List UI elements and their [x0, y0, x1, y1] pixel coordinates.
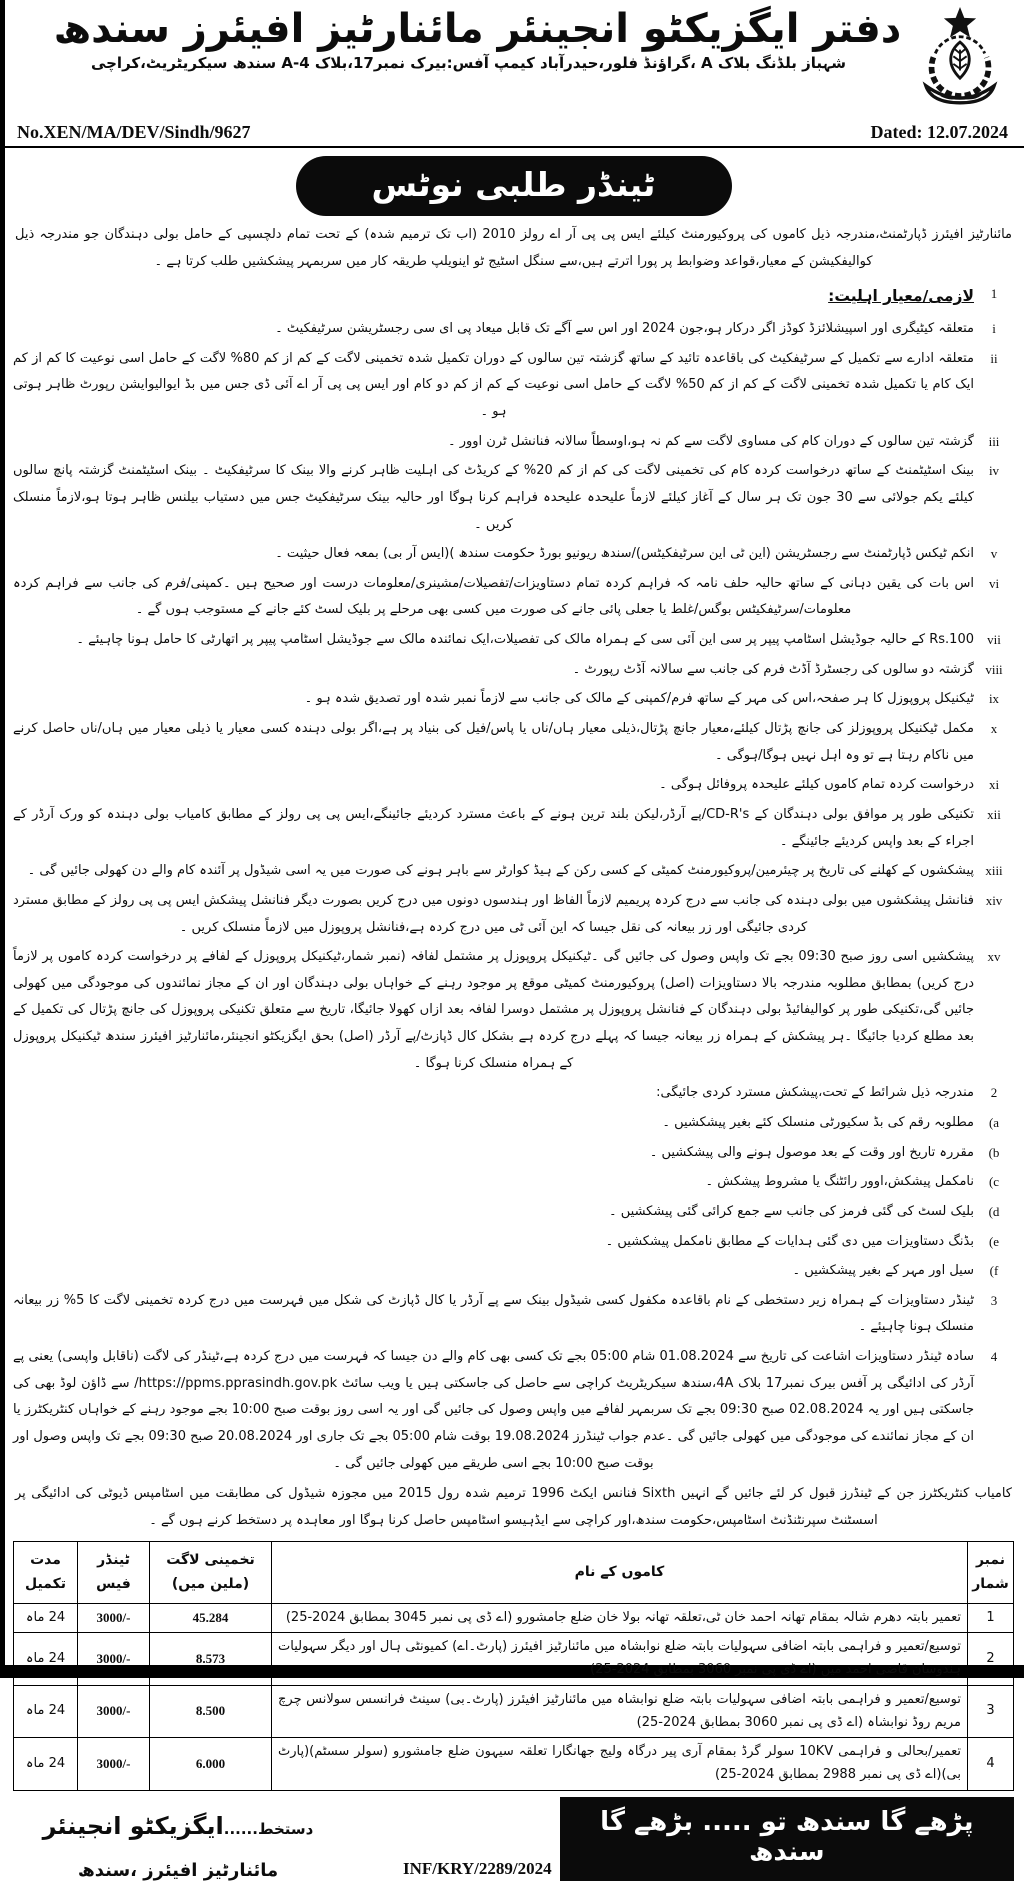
serial-cell: 3	[968, 1685, 1014, 1738]
item-text: انکم ٹیکس ڈپارٹمنٹ سے رجسٹریشن (این ٹی این سرٹیفکیٹس)/سندھ ریونیو بورڈ حکومت سندھ )(ایس آر بی) بمعہ فعال حیثیت ۔	[275, 546, 974, 562]
table-row	[14, 1685, 1014, 1738]
criterion-item	[13, 716, 1014, 769]
criterion-item	[13, 316, 1014, 343]
tender-notice-document	[5, 0, 1024, 1881]
criterion-item	[13, 429, 1014, 456]
item-text: تکنیکی طور پر موافق بولی دہندگان کے CD-R's/پے آرڈر،لیکن بلند ترین ہونے کے باعث مسترد کردیئے جائینگے،ایس پی پی رولز کے مطابق کامیاب بولی دہندہ کو ورک آرڈر کے اجراء کے بعد واپس کردیئے جائینگے ۔	[13, 806, 974, 849]
cost-cell: 6.000	[150, 1738, 272, 1791]
fee-cell: 3000/-	[78, 1738, 150, 1791]
item-marker: ix	[988, 691, 1000, 707]
criterion-item	[13, 686, 1014, 713]
works-table	[13, 1541, 1014, 1791]
table-row	[14, 1603, 1014, 1633]
criterion-item	[13, 346, 1014, 426]
item-text: پیشکشیں اسی روز صبح 09:30 بجے تک واپس وصول کی جائیں گی ۔ٹیکنیکل پروپوزل پر مشتمل لفافہ (نمبر شمار،ٹیکنیکل پروپوزل کے لفافے پر درخواست کردہ کاموں پر لازماً درج کریں) بمطابق مطلوبہ مندرجہ بالا دستاویزات (اصل) پروکیورمنٹ کمیٹی موقع پر موجود رہنے کے خواہاں بولی دہندگان اور ان کے مجاز نمائندوں کی موجودگی میں کھولی جائیں گی،تکنیکی طور پر کوالیفائیڈ بولی دہندگان کے فنانشل پروپوزل پر مشتمل دوسرا لفافہ بعد ازاں کھولا جائیگا، تاریخ سے متعلق تکنیکی پروپوزل کی جانچ پڑتال کی تکمیل کے بعد مطلع کردیا جائیگا ۔ہر پیشکش کے ہمراہ زر بیعانہ جیسا کہ پہلے درج کردہ ہے بشکل کال ڈپازٹ/پے آرڈر (اصل) بحق ایگزیکٹو انجینئر،مائنارٹیز افیئرز سندھ ٹیکنیکل پروپوزل کے ہمراہ منسلک کرنا ہوگا ۔	[13, 949, 974, 1071]
rejection-item	[13, 1258, 1014, 1285]
reference-number: No.XEN/MA/DEV/Sindh/9627	[17, 122, 251, 142]
item-marker: v	[990, 546, 998, 562]
item-text: مطلوبہ رقم کی بڈ سکیورٹی منسلک کئے بغیر پیشکشیں ۔	[662, 1114, 974, 1130]
item-marker: viii	[985, 661, 1003, 677]
item-marker: ii	[990, 350, 998, 366]
cost-cell: 45.284	[150, 1603, 272, 1633]
header-work-name: کاموں کے نام	[272, 1541, 968, 1603]
table-row	[14, 1738, 1014, 1791]
item-marker: 2	[990, 1085, 998, 1101]
item-text: درخواست کردہ تمام کاموں کیلئے علیحدہ پروفائل ہوگی ۔	[659, 777, 974, 793]
header-completion-period: مدت تکمیل	[14, 1541, 78, 1603]
header-serial: نمبر شمار	[968, 1541, 1014, 1603]
criterion-item	[13, 944, 1014, 1077]
item-marker: vii	[987, 632, 1001, 648]
document-date: Dated: 12.07.2024	[870, 122, 1008, 142]
item-text: اس بات کی یقین دہانی کے ساتھ حالیہ حلف نامہ کہ فراہم کردہ تمام دستاویزات/تفصیلات/مشینری/معلومات درست اور صحیح ہیں ۔کمپنی/فرم کی جانب سے فراہم کردہ معلومات/سرٹیفکیٹس بوگس/غلط یا جعلی پائی جانے کی صورت میں کسی بھی مرحلے پر بلیک لسٹ کئے جانے کے مستوجب ہوں گے ۔	[13, 575, 974, 618]
document-footer	[13, 1797, 1014, 1881]
item-marker: vi	[988, 575, 1000, 591]
sindh-government-emblem-icon	[912, 6, 1008, 118]
rejection-item	[13, 1229, 1014, 1256]
item-text: ٹینڈر دستاویزات کے ہمراہ زیر دستخطی کے نام باقاعدہ مکفول کسی شیڈول بینک سے پے آرڈر یا کال ڈپازٹ کی شکل میں فہرست میں درج کردہ تخمینی لاگت کا 5% زر بیعانہ منسلک ہونا چاہیئے ۔	[13, 1292, 974, 1335]
period-cell: 24 ماہ	[14, 1738, 78, 1791]
serial-cell: 2	[968, 1633, 1014, 1686]
reference-row	[13, 122, 1014, 146]
work-name-cell: توسیع/تعمیر و فراہمی بابتہ اضافی سہولیات بابتہ ضلع نوابشاہ میں مائنارٹیز افیئرز (پارٹ۔بی) سینٹ فرانسس سولانس چرچ مریم روڈ نوابشاہ (اے ڈی پی نمبر 3060 بمطابق 2024-25)	[272, 1685, 968, 1738]
item-text: گزشتہ دو سالوں کی رجسٹرڈ آڈٹ فرم کی جانب سے سالانہ آڈٹ رپورٹ ۔	[572, 661, 974, 677]
item-marker: 1	[990, 286, 998, 302]
fee-cell: 3000/-	[78, 1633, 150, 1686]
rejection-item	[13, 1110, 1014, 1137]
criterion-item	[13, 458, 1014, 538]
item-marker: xiv	[985, 892, 1003, 908]
item-marker: iii	[988, 433, 1000, 449]
item-marker: 4	[990, 1349, 998, 1365]
table-header-row	[14, 1541, 1014, 1603]
tender-notice-banner: ٹینڈر طلبی نوٹس	[296, 156, 732, 216]
office-title: دفتر ایگزیکٹو انجینئر مائنارٹیز افیئرز سندھ	[53, 6, 902, 52]
item-marker: x	[990, 721, 998, 737]
rejection-item	[13, 1199, 1014, 1226]
document-header	[13, 4, 1014, 122]
table-row	[14, 1633, 1014, 1686]
cost-cell: 8.573	[150, 1633, 272, 1686]
cost-cell: 8.500	[150, 1685, 272, 1738]
item-text: بینک اسٹیٹمنٹ کے ساتھ درخواست کردہ کام کی تخمینی لاگت کی کم از کم 20% کے کریڈٹ کی اہلیت ظاہر کرنے والا بینک کا سرٹیفکیٹ ۔ بینک اسٹیٹمنٹ گزشتہ پانچ سالوں کیلئے یکم جولائی سے 30 جون تک ہر سال کے آغاز کیلئے لازماً علیحدہ علیحدہ فراہم کرنا ہوگا اور حالیہ بینک سرٹیفکیٹ جس میں دستیاب بیلنس ظاہر ہوتا ہو،لازماً منسلک کریں ۔	[13, 463, 975, 532]
criterion-item	[13, 571, 1014, 624]
clause-item	[13, 1344, 1014, 1477]
criterion-item	[13, 657, 1014, 684]
signatory-title: ایگزیکٹو انجینئر	[42, 1811, 224, 1840]
work-name-cell: توسیع/تعمیر و فراہمی بابتہ اضافی سہولیات بابتہ ضلع نوابشاہ میں مائنارٹیز افیئرز (پارٹ۔اے) کمیونٹی ہال اور دیگر سہولیات ہندوسان قاضی احمد میں (اے ڈی پی نمبر 3060 بمطابق 2024-25)	[272, 1633, 968, 1686]
header-tender-fee: ٹینڈر فیس	[78, 1541, 150, 1603]
period-cell: 24 ماہ	[14, 1633, 78, 1686]
item-text: گزشتہ تین سالوں کے دوران کام کی مساوی لاگت سے کم نہ ہو،اوسطاً سالانہ فنانشل ٹرن اوور ۔	[447, 433, 974, 449]
intro-paragraph: مائنارٹیز افیئرز ڈپارٹمنٹ،مندرجہ ذیل کاموں کی پروکیورمنٹ کیلئے ایس پی پی آر اے رولز 2010 (اب تک ترمیم شدہ) کے تحت تمام دلچسپی کے حامل بولی دہندگان جو مندرجہ ذیل کوالیفکیشن کے معیار،قواعد وضوابط پر پورا اترتے ہیں،سے سنگل اسٹیج ٹو اینویلپ طریقہ کار میں سربمہر پیشکشیں طلب کرتا ہے ۔	[15, 227, 1012, 269]
rejection-item	[13, 1140, 1014, 1167]
item-text: متعلقہ کیٹیگری اور اسپیشلائزڈ کوڈز اگر درکار ہو،جون 2024 اور اس سے آگے تک قابل میعاد پی ای سی رجسٹریشن سرٹیفکیٹ ۔	[275, 321, 974, 337]
item-marker: (b	[988, 1144, 1000, 1160]
item-text: ٹیکنیکل پروپوزل کا ہر صفحہ،اس کی مہر کے ساتھ فرم/کمپنی کے مالک کی جانب سے لازماً نمبر شدہ اور تصدیق شدہ ہو ۔	[304, 691, 974, 707]
item-text: بلیک لسٹ کی گئی فرمز کی جانب سے جمع کرائی گئی پیشکشیں ۔	[609, 1203, 974, 1219]
criterion-item	[13, 802, 1014, 855]
eligibility-heading-row	[13, 281, 1014, 313]
item-text: سیل اور مہر کے بغیر پیشکشیں ۔	[792, 1263, 974, 1279]
period-cell: 24 ماہ	[14, 1685, 78, 1738]
period-cell: 24 ماہ	[14, 1603, 78, 1633]
criterion-item	[13, 772, 1014, 799]
item-marker: (f	[989, 1263, 999, 1279]
office-address: شہباز بلڈنگ بلاک A ،گراؤنڈ فلور،حیدرآباد کیمپ آفس:بیرک نمبر17،بلاک A-4 سندھ سیکریٹریٹ،کراچی	[90, 54, 847, 72]
criterion-item	[13, 888, 1014, 941]
item-text: نامکمل پیشکش،اوور رائٹنگ یا مشروط پیشکش ۔	[705, 1174, 974, 1190]
item-marker: xii	[987, 806, 1001, 822]
serial-cell: 4	[968, 1738, 1014, 1791]
criterion-item	[13, 858, 1014, 885]
slogan-banner: پڑھے گا سندھ تو ..... بڑھے گا سندھ	[560, 1797, 1014, 1881]
closing-paragraph: کامیاب کنٹریکٹرز جن کے ٹینڈرز قبول کر لئے جائیں گے انہیں Sixth فنانس ایکٹ 1996 ترمیم شدہ رول 2015 میں مجوزہ شیڈول کی مطابقت میں اسٹامپس ڈیوٹی کی ادائیگی پر اسسٹنٹ سپرنٹنڈنٹ اسٹامپس،حکومت سندھ،اور کراچی سے ایڈہیسو اسٹامپس حاصل کرنا ہوگا اور معاہدہ پر دستخط کرنے ہوں گے ۔	[15, 1486, 1012, 1528]
item-text: فنانشل پیشکشوں میں بولی دہندہ کی جانب سے درج کردہ پریمیم لازماً الفاظ اور ہندسوں دونوں میں درج کریں بصورت دیگر فنانشل پیشکش ایس پی پی رولز کے مطابق مسترد کردی جائیگی اور زر بیعانہ کی نقل جیسا کہ این آئی ٹی میں درج کردہ ہے،فنانشل پروپوزل میں لازماً منسلک کریں ۔	[13, 892, 974, 935]
item-text: بڈنگ دستاویزات میں دی گئی ہدایات کے مطابق نامکمل پیشکشیں ۔	[605, 1233, 974, 1249]
item-marker: iv	[988, 463, 1000, 479]
rejection-heading: مندرجہ ذیل شرائط کے تحت،پیشکش مسترد کردی جائیگی:	[656, 1085, 974, 1101]
item-marker: xi	[988, 777, 1000, 793]
item-marker: 3	[990, 1292, 998, 1308]
clause-item	[13, 1288, 1014, 1341]
item-text: مقررہ تاریخ اور وقت کے بعد موصول ہونے والی پیشکشیں ۔	[649, 1144, 974, 1160]
item-text: Rs.100 کے حالیہ جوڈیشل اسٹامپ پیپر پر سی این آئی سی کے ہمراہ مالک کی تفصیلات،ایک نمائندہ مالک سے جوڈیشل اسٹامپ پیپر پر اتھارٹی کا حامل ہونا چاہیئے ۔	[76, 632, 974, 648]
item-marker: i	[992, 321, 996, 337]
item-marker: (c	[988, 1174, 1000, 1190]
item-text: متعلقہ ادارے سے تکمیل کے سرٹیفکیٹ کی باقاعدہ تائید کے ساتھ گزشتہ تین سالوں کے دوران تکمیل شدہ تخمینی لاگت کے کم از کم 80% لاگت کے حامل اسی نوعیت کا کم از کم ایک کام یا تکمیل شدہ تخمینی لاگت کے کم از کم 50% لاگت کے حامل اسی نوعیت کے کم از کم دو کام اور ایس پی پی آر اے آئی ڈی جس میں بڈ ایوالیوایشن رپورٹ ظاہر ہوتی ہو ۔	[13, 350, 975, 419]
item-marker: xiii	[985, 863, 1003, 879]
item-marker: (e	[988, 1233, 1000, 1249]
item-marker: xv	[987, 949, 1001, 965]
criterion-item	[13, 541, 1014, 568]
fee-cell: 3000/-	[78, 1685, 150, 1738]
signatory-department: مائنارٹیز افیئرز ،سندھ	[77, 1859, 279, 1881]
signature-block	[13, 1812, 383, 1881]
serial-cell: 1	[968, 1603, 1014, 1633]
item-marker: (a	[988, 1114, 1000, 1130]
item-text: پیشکشوں کے کھلنے کی تاریخ پر چیئرمین/پروکیورمنٹ کمیٹی کے کسی رکن کے ہیڈ کوارٹر سے باہر ہونے کی صورت میں یہ اسی شیڈول پر آئندہ کام والے دن کھولی جائیں گی ۔	[27, 863, 974, 879]
work-name-cell: تعمیر بابتہ دھرم شالہ بمقام تھانہ احمد خان ٹی،تعلقہ تھانہ بولا خان ضلع جامشورو (اے ڈی پی نمبر 3045 بمطابق 2024-25)	[272, 1603, 968, 1633]
rejection-heading-row	[13, 1080, 1014, 1107]
header-estimated-cost: تخمینی لاگت (ملین میں)	[150, 1541, 272, 1603]
signature-line	[13, 1812, 343, 1840]
work-name-cell: تعمیر/بحالی و فراہمی 10KV سولر گرڈ بمقام آری پیر درگاہ ولیج جھانگارا تعلقہ سیہون ضلع جامشورو (سولر سسٹم)(پارٹ بی)(اے ڈی پی نمبر 2988 بمطابق 2024-25)	[272, 1738, 968, 1791]
item-marker: (d	[988, 1203, 1000, 1219]
header-divider	[5, 146, 1024, 148]
eligibility-heading: لازمی/معیار اہلیت:	[828, 287, 974, 306]
fee-cell: 3000/-	[78, 1603, 150, 1633]
item-text: سادہ ٹینڈر دستاویزات اشاعت کی تاریخ سے 01.08.2024 شام 05:00 بجے تک کسی بھی کام والے دن جیسا کہ فہرست میں درج کردہ ہے،ٹینڈر کی لاگت (ناقابل واپسی) یعنی پے آرڈر کی ادائیگی پر آفس بیرک نمبر17 بلاک 4A،سندھ سیکریٹریٹ کراچی سے حاصل کی جاسکتی ہیں یا ویب سائٹ https://ppms.pprasindh.gov.pk/ سے ڈاؤن لوڈ بھی کی جاسکتی ہیں اور یہ 02.08.2024 صبح 09:30 بجے تک سربمہر لفافے میں واپس وصول کی جائیں گی اور یہ اسی روز بوقت صبح 10:00 بجے موجود رہنے کے خواہاں کنٹریکٹرز یا ان کے مجاز نمائندے کی موجودگی میں کھولی جائیں گی ۔عدم جواب ٹینڈرز 19.08.2024 بوقت شام 05:00 بجے تک جاری اور 20.08.2024 صبح 09:30 بجے تک واپس وصول اور بوقت صبح 10:00 بجے اسی طریقے میں کھولی جائیں گی ۔	[13, 1349, 975, 1471]
rejection-item	[13, 1169, 1014, 1196]
advertisement-number: INF/KRY/2289/2024	[403, 1858, 552, 1878]
signature-prefix: دستخط......	[223, 1819, 314, 1838]
item-text: مکمل ٹیکنیکل پروپوزلز کی جانچ پڑتال کیلئے،معیار جانچ پڑتال،ذیلی معیار ہاں/ناں یا پاس/فیل کی بنیاد پر ہے،اگر بولی دہندہ کسی معیار یا ذیلی معیار میں ہاں/ناں حاصل کرنے میں ناکام رہتا ہے تو وہ اہل نہیں ہوگا/ہوگی ۔	[13, 721, 974, 763]
criterion-item	[13, 627, 1014, 654]
